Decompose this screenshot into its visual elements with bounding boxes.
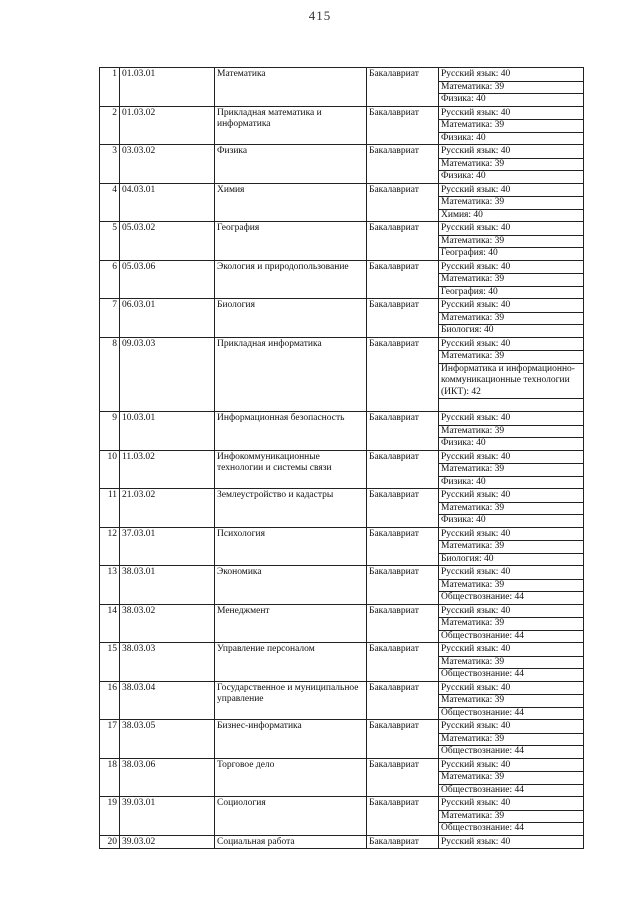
program-name: Экономика bbox=[215, 566, 367, 605]
exam-min-score: Русский язык: 40 bbox=[439, 567, 583, 580]
table-row bbox=[100, 260, 584, 299]
exam-min-score: Русский язык: 40 bbox=[439, 413, 583, 426]
exam-min-score: Русский язык: 40 bbox=[439, 339, 583, 352]
education-level: Бакалавриат bbox=[367, 489, 439, 528]
table-row bbox=[100, 489, 584, 528]
program-name: Социальная работа bbox=[215, 835, 367, 849]
exam-min-score: Математика: 39 bbox=[439, 82, 583, 95]
exam-min-score: Математика: 39 bbox=[439, 503, 583, 516]
education-level: Бакалавриат bbox=[367, 797, 439, 836]
table-row bbox=[100, 643, 584, 682]
table-row bbox=[100, 68, 584, 107]
exam-min-score: Математика: 39 bbox=[439, 313, 583, 326]
entrance-exams bbox=[439, 720, 584, 759]
education-level: Бакалавриат bbox=[367, 527, 439, 566]
program-name: Бизнес-информатика bbox=[215, 720, 367, 759]
program-code: 38.03.05 bbox=[120, 720, 215, 759]
program-code: 01.03.02 bbox=[120, 106, 215, 145]
row-number: 17 bbox=[100, 720, 120, 759]
program-name: Экология и природопользование bbox=[215, 260, 367, 299]
row-number: 12 bbox=[100, 527, 120, 566]
education-level: Бакалавриат bbox=[367, 260, 439, 299]
exam-min-score: Русский язык: 40 bbox=[439, 69, 583, 82]
exam-min-score: Физика: 40 bbox=[441, 171, 486, 181]
entrance-exams bbox=[439, 222, 584, 261]
entrance-exams bbox=[439, 412, 584, 451]
exam-min-score: Математика: 39 bbox=[439, 351, 583, 364]
entrance-exams bbox=[439, 797, 584, 836]
exam-min-score: Математика: 39 bbox=[439, 657, 583, 670]
exam-min-score: Русский язык: 40 bbox=[439, 760, 583, 773]
exam-min-score: Русский язык: 40 bbox=[439, 300, 583, 313]
education-level: Бакалавриат bbox=[367, 643, 439, 682]
program-name: Химия bbox=[215, 183, 367, 222]
exam-min-score: Обществознание: 44 bbox=[441, 823, 524, 833]
entrance-exams bbox=[439, 604, 584, 643]
exam-min-score: География: 40 bbox=[441, 248, 498, 258]
education-level: Бакалавриат bbox=[367, 450, 439, 489]
entrance-exams bbox=[439, 145, 584, 184]
program-code: 38.03.02 bbox=[120, 604, 215, 643]
exam-min-score: Математика: 39 bbox=[439, 197, 583, 210]
exam-min-score: Обществознание: 44 bbox=[441, 630, 524, 641]
program-name: Информационная безопасность bbox=[215, 412, 367, 451]
exam-min-score: Обществознание: 44 bbox=[441, 669, 524, 679]
entrance-exams bbox=[439, 527, 584, 566]
program-code: 11.03.02 bbox=[120, 450, 215, 489]
entrance-exams bbox=[439, 260, 584, 299]
education-level: Бакалавриат bbox=[367, 183, 439, 222]
program-code: 10.03.01 bbox=[120, 412, 215, 451]
row-number: 16 bbox=[100, 681, 120, 720]
entrance-exams bbox=[439, 183, 584, 222]
program-name: Психология bbox=[215, 527, 367, 566]
education-level: Бакалавриат bbox=[367, 758, 439, 797]
education-level: Бакалавриат bbox=[367, 604, 439, 643]
program-code: 38.03.01 bbox=[120, 566, 215, 605]
education-level: Бакалавриат bbox=[367, 720, 439, 759]
exam-min-score: Математика: 39 bbox=[439, 734, 583, 747]
row-number: 8 bbox=[100, 337, 120, 412]
program-name: Прикладная информатика bbox=[215, 337, 367, 412]
education-level: Бакалавриат bbox=[367, 412, 439, 451]
program-code: 05.03.06 bbox=[120, 260, 215, 299]
program-code: 39.03.01 bbox=[120, 797, 215, 836]
exam-min-score: Обществознание: 44 bbox=[441, 592, 524, 602]
exam-min-score: Математика: 39 bbox=[439, 541, 583, 554]
row-number: 2 bbox=[100, 106, 120, 145]
program-code: 03.03.02 bbox=[120, 145, 215, 184]
exam-min-score: Русский язык: 40 bbox=[441, 836, 511, 847]
exam-min-score: Математика: 39 bbox=[439, 772, 583, 785]
program-name: Биология bbox=[215, 299, 367, 338]
row-number: 13 bbox=[100, 566, 120, 605]
exam-min-score: Русский язык: 40 bbox=[439, 452, 583, 465]
entrance-exams bbox=[439, 450, 584, 489]
entrance-exams bbox=[439, 758, 584, 797]
exam-min-score: Математика: 39 bbox=[439, 580, 583, 593]
entrance-exams bbox=[439, 643, 584, 682]
row-number: 20 bbox=[100, 835, 120, 849]
exam-min-score: Русский язык: 40 bbox=[439, 108, 583, 121]
table-row bbox=[100, 797, 584, 836]
education-level: Бакалавриат bbox=[367, 299, 439, 338]
table-row bbox=[100, 527, 584, 566]
education-level: Бакалавриат bbox=[367, 337, 439, 412]
exam-min-score: Русский язык: 40 bbox=[439, 798, 583, 811]
table-row bbox=[100, 337, 584, 412]
exam-min-score: Физика: 40 bbox=[441, 476, 486, 487]
education-level: Бакалавриат bbox=[367, 68, 439, 107]
row-number: 5 bbox=[100, 222, 120, 261]
entrance-exams bbox=[439, 68, 584, 107]
exam-min-score: Русский язык: 40 bbox=[439, 185, 583, 198]
education-level: Бакалавриат bbox=[367, 835, 439, 849]
program-name: Инфокоммуникационные технологии и системы связи bbox=[215, 450, 367, 489]
program-code: 38.03.06 bbox=[120, 758, 215, 797]
cell-spacer bbox=[441, 399, 581, 411]
program-code: 38.03.04 bbox=[120, 681, 215, 720]
education-level: Бакалавриат bbox=[367, 566, 439, 605]
program-code: 06.03.01 bbox=[120, 299, 215, 338]
row-number: 18 bbox=[100, 758, 120, 797]
entrance-exams bbox=[439, 566, 584, 605]
program-code: 04.03.01 bbox=[120, 183, 215, 222]
program-name: Менеджмент bbox=[215, 604, 367, 643]
program-code: 38.03.03 bbox=[120, 643, 215, 682]
education-level: Бакалавриат bbox=[367, 106, 439, 145]
program-name: Государственное и муниципальное управление bbox=[215, 681, 367, 720]
program-name: Управление персоналом bbox=[215, 643, 367, 682]
exam-min-score: Русский язык: 40 bbox=[439, 262, 583, 275]
row-number: 11 bbox=[100, 489, 120, 528]
row-number: 1 bbox=[100, 68, 120, 107]
exam-min-score: Русский язык: 40 bbox=[439, 529, 583, 542]
exam-min-score: Химия: 40 bbox=[441, 209, 483, 220]
table-body bbox=[100, 68, 584, 849]
table-row bbox=[100, 183, 584, 222]
table-row bbox=[100, 222, 584, 261]
table-row bbox=[100, 106, 584, 145]
program-code: 39.03.02 bbox=[120, 835, 215, 849]
exam-min-score: Математика: 39 bbox=[439, 695, 583, 708]
exam-min-score: Физика: 40 bbox=[441, 94, 486, 104]
row-number: 3 bbox=[100, 145, 120, 184]
row-number: 15 bbox=[100, 643, 120, 682]
page-number: 415 bbox=[308, 8, 332, 23]
entrance-exams bbox=[439, 489, 584, 528]
education-level: Бакалавриат bbox=[367, 145, 439, 184]
program-name: География bbox=[215, 222, 367, 261]
exam-min-score: Русский язык: 40 bbox=[439, 223, 583, 236]
table-row bbox=[100, 681, 584, 720]
exam-min-score: Обществознание: 44 bbox=[441, 746, 524, 756]
entrance-exams bbox=[439, 299, 584, 338]
admission-table bbox=[99, 67, 584, 849]
table-row bbox=[100, 145, 584, 184]
table-row bbox=[100, 412, 584, 451]
program-name: Землеустройство и кадастры bbox=[215, 489, 367, 528]
program-code: 09.03.03 bbox=[120, 337, 215, 412]
exam-min-score: Математика: 39 bbox=[439, 618, 583, 631]
exam-min-score: Биология: 40 bbox=[441, 325, 494, 335]
program-name: Математика bbox=[215, 68, 367, 107]
exam-min-score: Русский язык: 40 bbox=[439, 606, 583, 619]
exam-min-score: Математика: 39 bbox=[439, 236, 583, 249]
education-level: Бакалавриат bbox=[367, 681, 439, 720]
exam-min-score: Русский язык: 40 bbox=[439, 721, 583, 734]
entrance-exams bbox=[439, 681, 584, 720]
row-number: 4 bbox=[100, 183, 120, 222]
row-number: 9 bbox=[100, 412, 120, 451]
exam-min-score: Физика: 40 bbox=[441, 515, 486, 525]
row-number: 7 bbox=[100, 299, 120, 338]
entrance-exams bbox=[439, 106, 584, 145]
program-code: 21.03.02 bbox=[120, 489, 215, 528]
entrance-exams bbox=[439, 835, 584, 849]
exam-min-score: Биология: 40 bbox=[441, 553, 494, 564]
exam-min-score: Обществознание: 44 bbox=[441, 784, 524, 795]
exam-min-score: Математика: 39 bbox=[439, 811, 583, 824]
row-number: 10 bbox=[100, 450, 120, 489]
exam-min-score: Обществознание: 44 bbox=[441, 707, 524, 718]
exam-min-score: Информатика и информационно-коммуникационные технологии (ИКТ): 42 bbox=[439, 364, 583, 400]
exam-min-score: Математика: 39 bbox=[439, 464, 583, 477]
row-number: 6 bbox=[100, 260, 120, 299]
exam-min-score: Русский язык: 40 bbox=[439, 644, 583, 657]
row-number: 14 bbox=[100, 604, 120, 643]
exam-min-score: Русский язык: 40 bbox=[439, 146, 583, 159]
table-row bbox=[100, 758, 584, 797]
exam-min-score: Русский язык: 40 bbox=[439, 683, 583, 696]
table-row bbox=[100, 604, 584, 643]
table-row bbox=[100, 835, 584, 849]
exam-min-score: География: 40 bbox=[441, 286, 498, 297]
exam-min-score: Математика: 39 bbox=[439, 159, 583, 172]
exam-min-score: Математика: 39 bbox=[439, 426, 583, 439]
row-number: 19 bbox=[100, 797, 120, 836]
exam-min-score: Математика: 39 bbox=[439, 274, 583, 287]
table-row bbox=[100, 299, 584, 338]
education-level: Бакалавриат bbox=[367, 222, 439, 261]
exam-min-score: Математика: 39 bbox=[439, 120, 583, 133]
program-name: Прикладная математика и информатика bbox=[215, 106, 367, 145]
entrance-exams bbox=[439, 337, 584, 412]
program-name: Торговое дело bbox=[215, 758, 367, 797]
table-row bbox=[100, 566, 584, 605]
program-name: Физика bbox=[215, 145, 367, 184]
exam-min-score: Физика: 40 bbox=[441, 438, 486, 448]
program-code: 05.03.02 bbox=[120, 222, 215, 261]
program-code: 37.03.01 bbox=[120, 527, 215, 566]
table-row bbox=[100, 450, 584, 489]
exam-min-score: Русский язык: 40 bbox=[439, 490, 583, 503]
program-code: 01.03.01 bbox=[120, 68, 215, 107]
program-name: Социология bbox=[215, 797, 367, 836]
table-row bbox=[100, 720, 584, 759]
exam-min-score: Физика: 40 bbox=[441, 132, 486, 143]
